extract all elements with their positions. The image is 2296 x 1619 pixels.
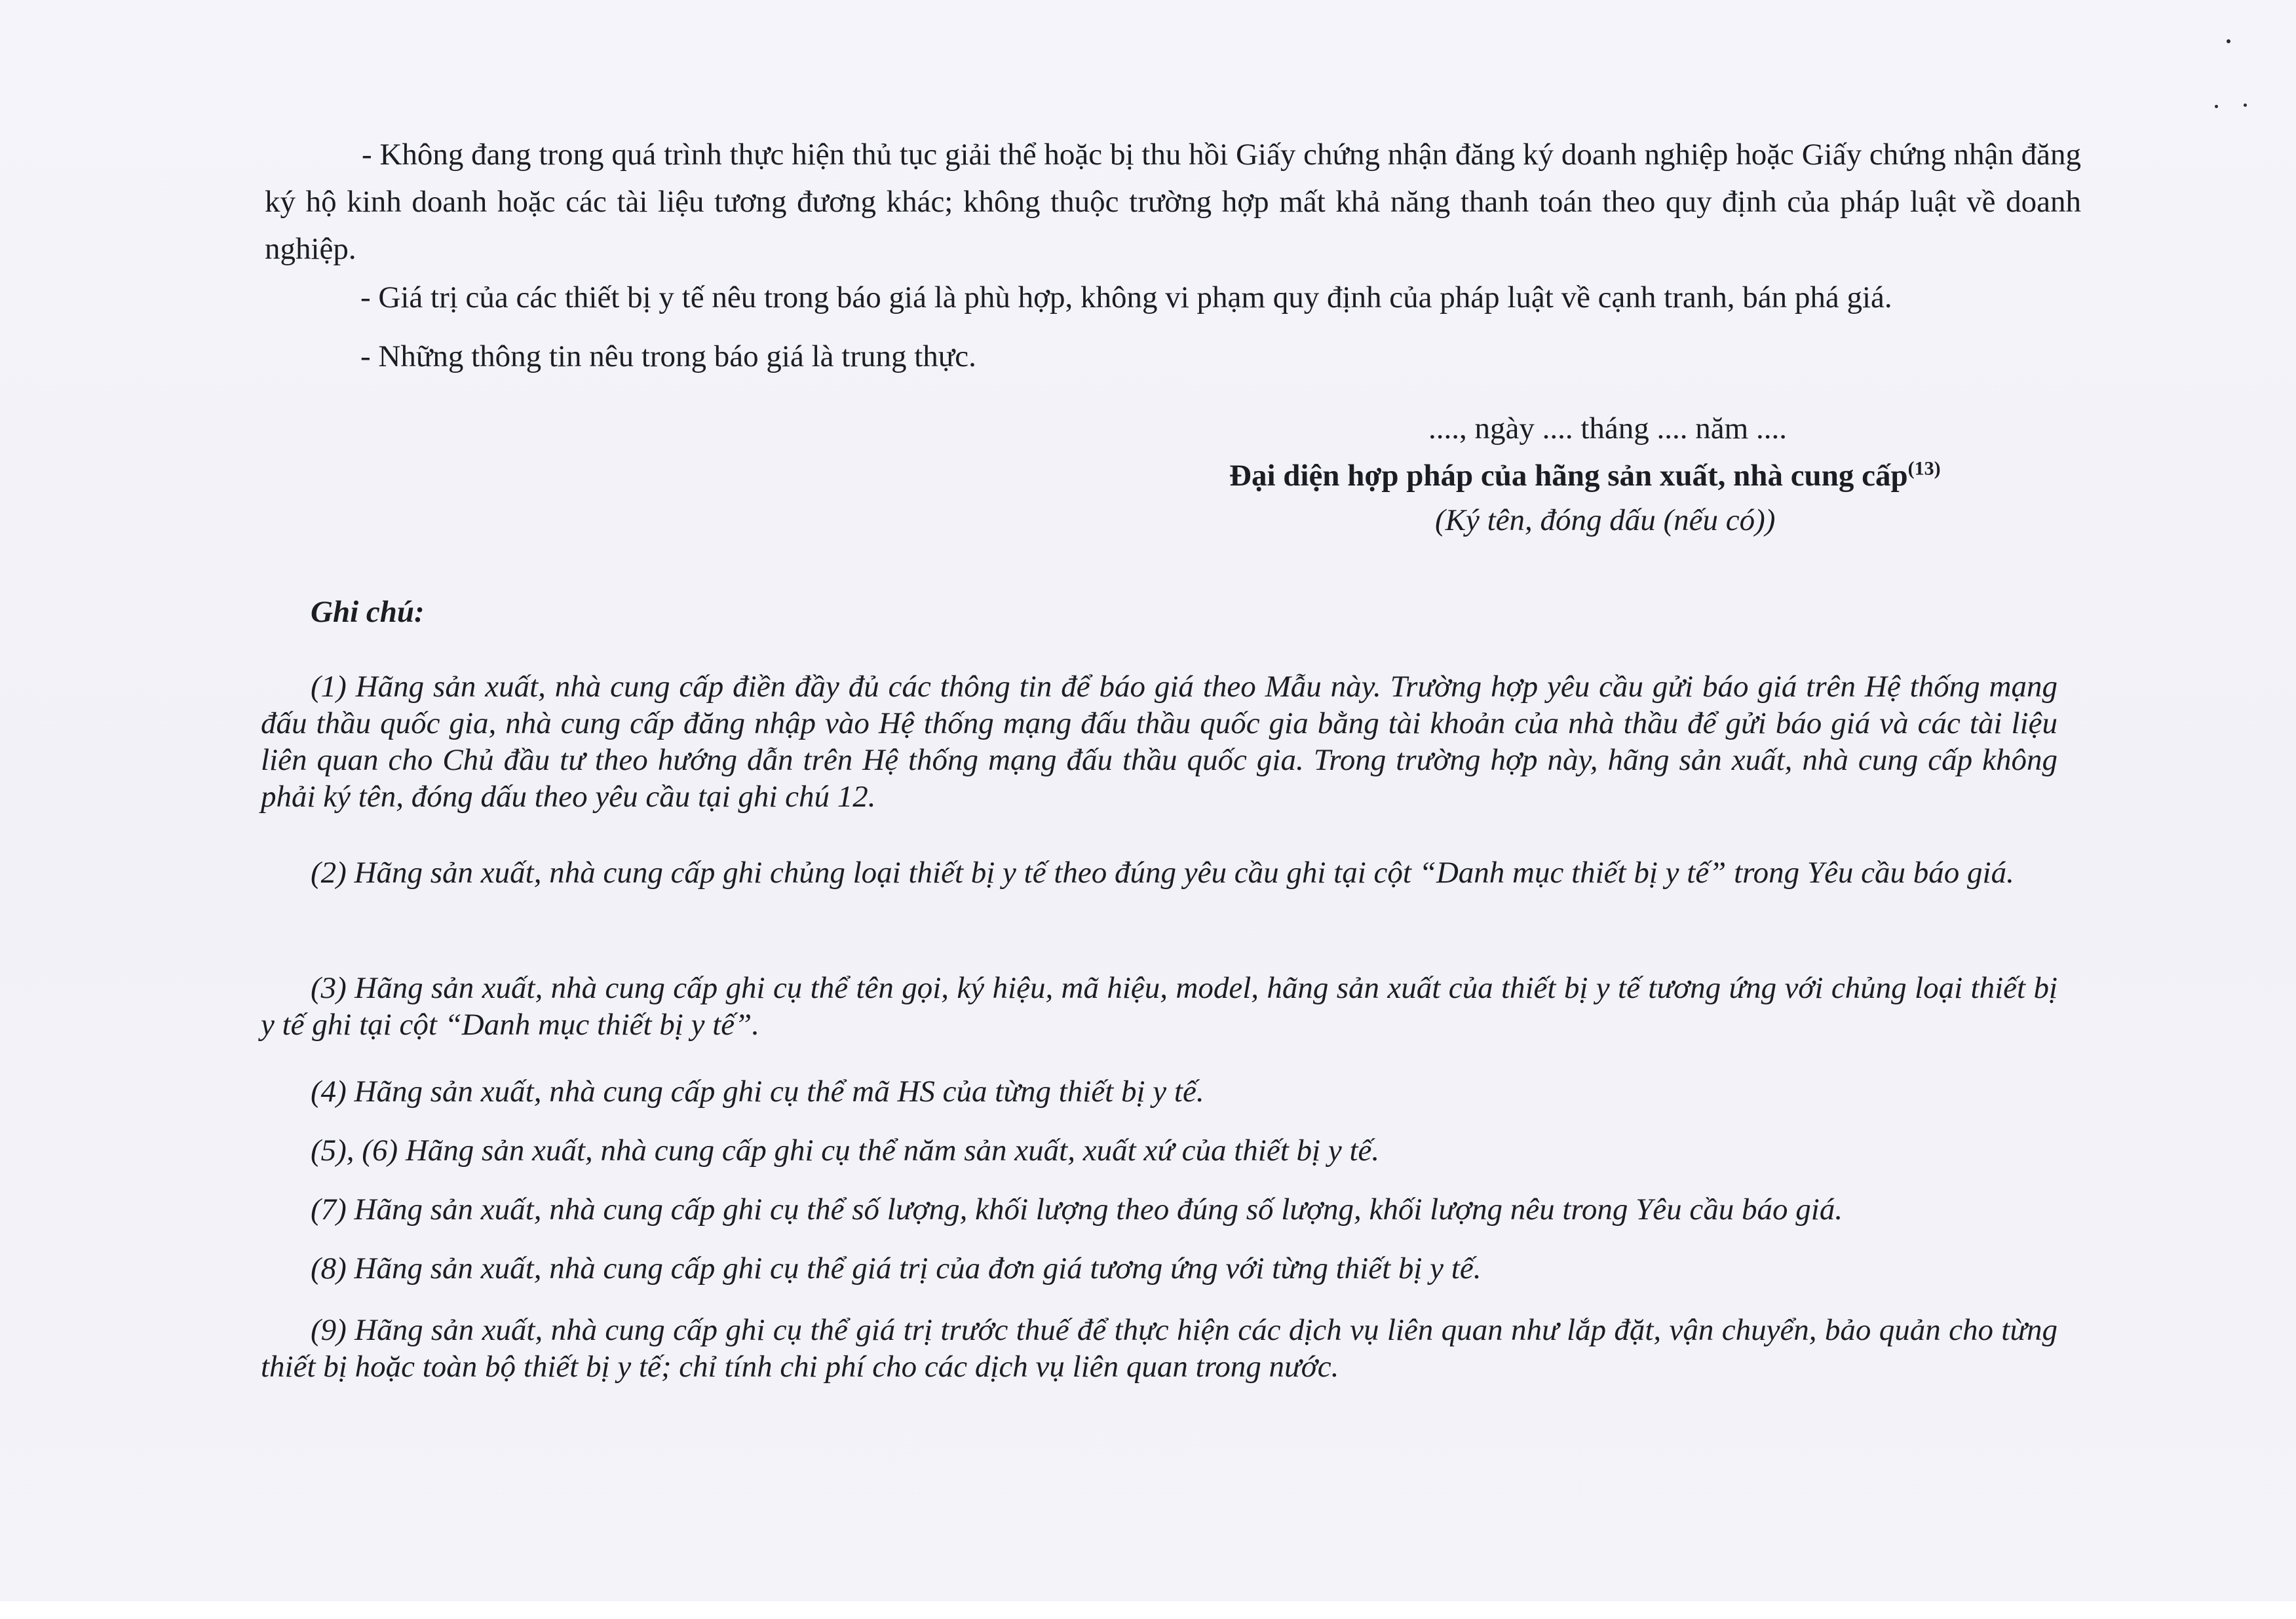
signature-title-text: Đại diện hợp pháp của hãng sản xuất, nhà cung cấp [1229, 459, 1908, 493]
scan-speck [2215, 105, 2218, 108]
signature-title-footnote: (13) [1907, 457, 1941, 480]
signature-title [1229, 452, 1941, 499]
note-item-8: (8) Hãng sản xuất, nhà cung cấp ghi cụ thể giá trị của đơn giá tương ứng với từng thiết bị y tế. [311, 1251, 1482, 1286]
note-item-7: (7) Hãng sản xuất, nhà cung cấp ghi cụ thể số lượng, khối lượng theo đúng số lượng, khối lượng nêu trong Yêu cầu báo giá. [311, 1192, 1843, 1227]
page-bottom-margin [0, 1601, 2296, 1619]
note-item-9: (9) Hãng sản xuất, nhà cung cấp ghi cụ thể giá trị trước thuế để thực hiện các dịch vụ liên quan như lắp đặt, vận chuyển, bảo quản cho từng thiết bị hoặc toàn bộ thiết bị y tế; chỉ tính chi phí cho các dịch vụ liên quan trong nước. [261, 1313, 2057, 1384]
notes-heading: Ghi chú: [311, 595, 425, 629]
note-item-3: (3) Hãng sản xuất, nhà cung cấp ghi cụ thể tên gọi, ký hiệu, mã hiệu, model, hãng sản xuất của thiết bị y tế tương ứng với chủng loại thiết bị y tế ghi tại cột “Danh mục thiết bị y tế”. [261, 971, 2057, 1042]
note-item-2: (2) Hãng sản xuất, nhà cung cấp ghi chủng loại thiết bị y tế theo đúng yêu cầu ghi tại cột “Danh mục thiết bị y tế” trong Yêu cầu báo giá. [311, 856, 2014, 890]
scan-speck [2227, 39, 2230, 43]
note-item-1: (1) Hãng sản xuất, nhà cung cấp điền đầy đủ các thông tin để báo giá theo Mẫu này. Trường hợp yêu cầu gửi báo giá trên Hệ thống mạng đấu thầu quốc gia, nhà cung cấp đăng nhập vào Hệ thống mạng đấu thầu quốc gia bằng tài khoản của nhà thầu để gửi báo giá và các tài liệu liên quan cho Chủ đầu tư theo hướng dẫn trên Hệ thống mạng đấu thầu quốc gia. Trong trường hợp này, hãng sản xuất, nhà cung cấp không phải ký tên, đóng dấu theo yêu cầu tại ghi chú 12. [261, 670, 2057, 814]
declaration-pricing: - Giá trị của các thiết bị y tế nêu trong báo giá là phù hợp, không vi phạm quy định của pháp luật về cạnh tranh, bán phá giá. [360, 280, 1892, 314]
scan-speck [2244, 104, 2247, 107]
signature-subtitle: (Ký tên, đóng dấu (nếu có)) [1435, 503, 1776, 537]
date-line: ...., ngày .... tháng .... năm .... [1428, 411, 1787, 446]
declaration-truthful: - Những thông tin nêu trong báo giá là trung thực. [360, 339, 976, 373]
note-item-4: (4) Hãng sản xuất, nhà cung cấp ghi cụ thể mã HS của từng thiết bị y tế. [311, 1075, 1204, 1109]
note-item-5-6: (5), (6) Hãng sản xuất, nhà cung cấp ghi cụ thể năm sản xuất, xuất xứ của thiết bị y tế. [311, 1133, 1380, 1168]
declaration-dissolution: - Không đang trong quá trình thực hiện thủ tục giải thể hoặc bị thu hồi Giấy chứng nhận đăng ký doanh nghiệp hoặc Giấy chứng nhận đăng ký hộ kinh doanh hoặc các tài liệu tương đương khác; không thuộc trường hợp mất khả năng thanh toán theo quy định của pháp luật về doanh nghiệp. [265, 138, 2081, 266]
